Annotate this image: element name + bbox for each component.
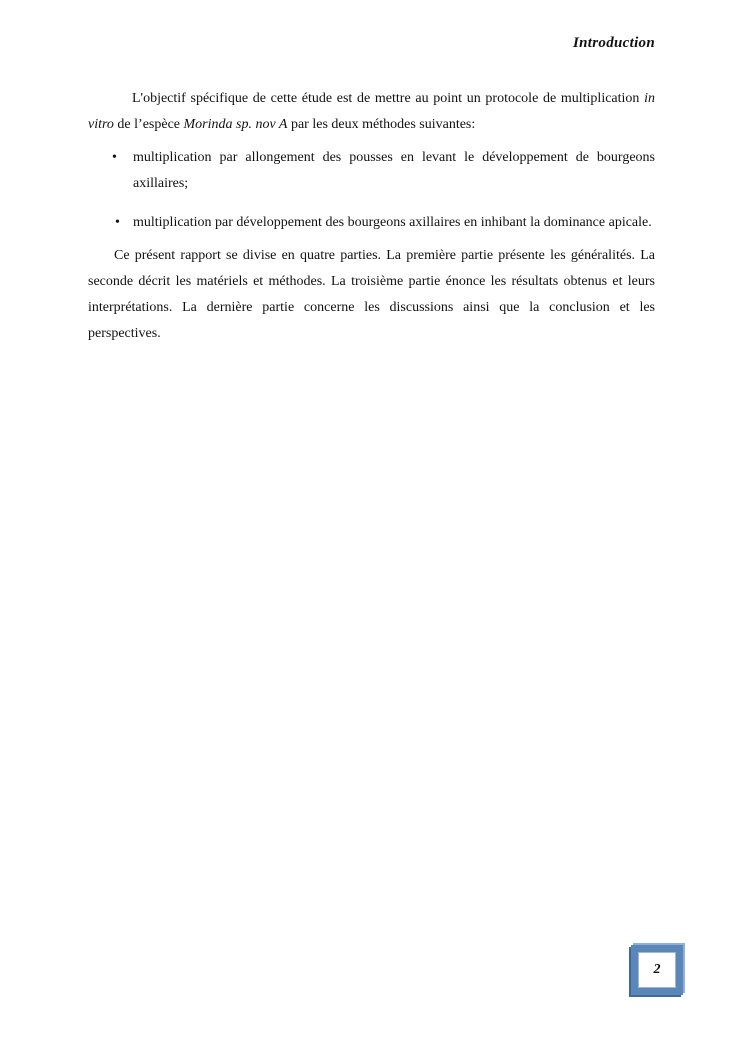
list-item-text: multiplication par allongement des pousses en levant le développement de bourgeons axillaires; <box>133 150 655 191</box>
methods-list <box>88 145 655 236</box>
page-number-frame <box>638 952 676 988</box>
outline-paragraph: Ce présent rapport se divise en quatre parties. La première partie présente les généralités. La seconde décrit les matériels et méthodes. La troisième partie énonce les résultats obtenus et leurs interprétations. La dernière partie concerne les discussions ainsi que la conclusion et les perspectives. <box>88 248 655 341</box>
italic-term-in-vitro: in vitro <box>88 91 655 132</box>
page-number: 2 <box>653 962 661 977</box>
paragraph-text: de l’espèce <box>113 117 184 132</box>
paragraph-text: par les deux méthodes suivantes: <box>287 117 476 132</box>
page-number-badge <box>631 945 683 995</box>
list-item <box>88 210 655 236</box>
list-item-text: multiplication par développement des bourgeons axillaires en inhibant la dominance apicale. <box>133 215 652 230</box>
paragraph-text: L'objectif spécifique de cette étude est de mettre au point un protocole de multiplication <box>132 91 645 106</box>
species-name: Morinda sp. nov A <box>183 117 288 132</box>
list-item <box>88 145 655 197</box>
page-header-title: Introduction <box>573 35 655 51</box>
body-text <box>88 86 655 347</box>
bullet-icon: • <box>115 215 120 230</box>
intro-paragraph <box>88 86 655 138</box>
bullet-icon: • <box>112 150 117 165</box>
